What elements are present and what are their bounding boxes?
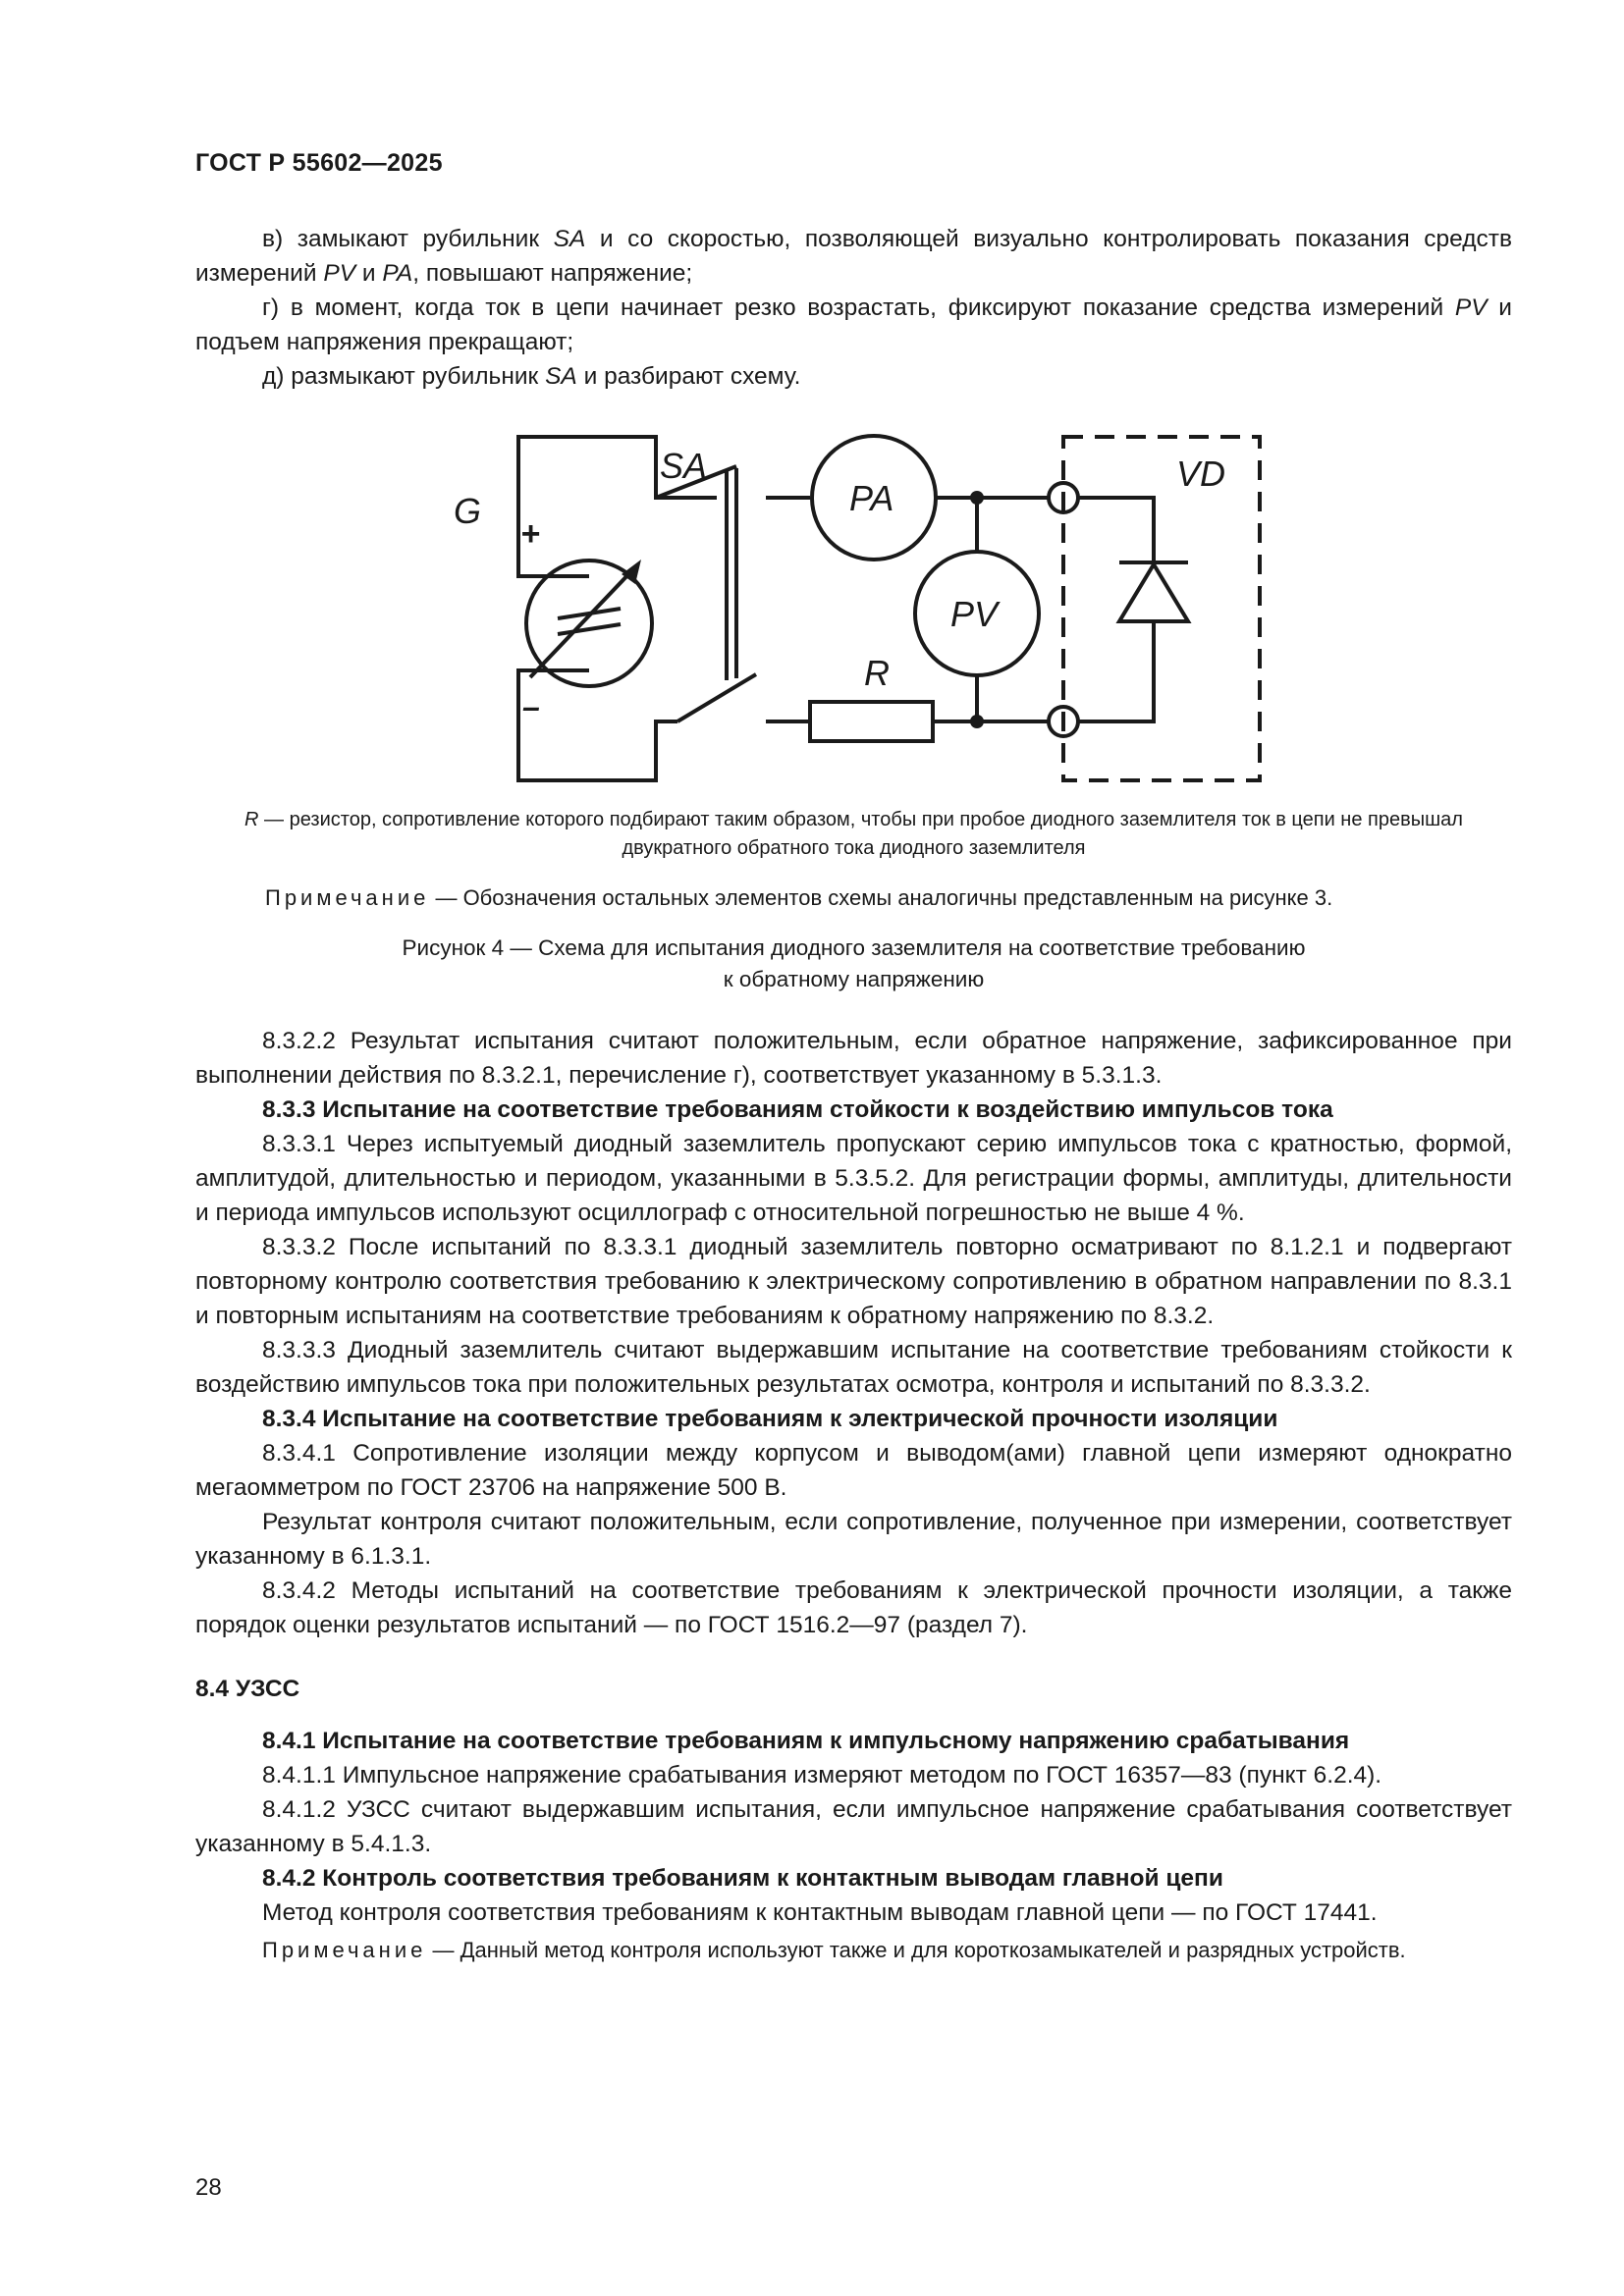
ammeter-ref: PA bbox=[382, 260, 413, 287]
para-8-4-2: Метод контроля соответствия требованиям к контактным выводам главной цепи — по ГОСТ 17441. bbox=[262, 1899, 1378, 1926]
figure-legend: R — резистор, сопротивление которого подбирают таким образом, чтобы при пробое диодного заземлителя ток в цепи не превышал двукратного обратного тока диодного заземлителя bbox=[244, 809, 1463, 859]
step-g: г) в момент, когда ток в цепи начинает резко возрастать, фиксируют показание средства измерений PV и подъем напряжения прекращают; bbox=[195, 294, 1512, 355]
para-8-4-1-2: 8.4.1.2 УЗСС считают выдержавшим испытания, если импульсное напряжение срабатывания соответствует указанному в 5.4.1.3. bbox=[195, 1796, 1512, 1857]
label-minus: – bbox=[522, 689, 540, 724]
note-8-4-2: Примечание — Данный метод контроля используют также и для короткозамыкателей и разрядных устройств. bbox=[262, 1938, 1406, 1962]
voltmeter-ref: PV bbox=[1454, 294, 1488, 321]
switch-ref: SA bbox=[553, 226, 586, 252]
label-diode: VD bbox=[1176, 454, 1226, 494]
heading-8-3-3: 8.3.3 Испытание на соответствие требованиям стойкости к воздействию импульсов тока bbox=[262, 1096, 1333, 1123]
junction-top bbox=[970, 491, 984, 505]
label-resistor: R bbox=[864, 653, 890, 693]
figure-caption: Рисунок 4 — Схема для испытания диодного заземлителя на соответствие требованию к обратному напряжению bbox=[402, 935, 1306, 991]
para-8-3-3-2: 8.3.3.2 После испытаний по 8.3.3.1 диодный заземлитель повторно осматривают по 8.1.2.1 и подвергают повторному контролю соответствия требованию к электрическому сопротивлению в обратном направлении по 8.3.1 и повторным испытаниям на соответствие требованиям к обратному напряжению по 8.3.2. bbox=[195, 1234, 1512, 1329]
para-8-3-4-2: 8.3.4.2 Методы испытаний на соответствие требованиям к электрической прочности изоляции, а также порядок оценки результатов испытаний — по ГОСТ 1516.2—97 (раздел 7). bbox=[195, 1577, 1512, 1638]
para-8-3-3-1: 8.3.3.1 Через испытуемый диодный заземлитель пропускают серию импульсов тока с кратностью, формой, амплитудой, длительностью и периодом, указанными в 5.3.5.2. Для регистрации формы, амплитуды, длительности и периода импульсов используют осциллограф с относительной погрешностью не выше 4 %. bbox=[195, 1131, 1512, 1226]
heading-8-4-1: 8.4.1 Испытание на соответствие требованиям к импульсному напряжению срабатывания bbox=[262, 1728, 1350, 1754]
diode-triangle bbox=[1119, 564, 1188, 621]
para-8-3-4-1: 8.3.4.1 Сопротивление изоляции между корпусом и выводом(ами) главной цепи измеряют однократно мегаомметром по ГОСТ 23706 на напряжение 500 В. bbox=[195, 1440, 1512, 1501]
main-text bbox=[195, 1024, 1512, 1965]
heading-8-4-2: 8.4.2 Контроль соответствия требованиям к контактным выводам главной цепи bbox=[262, 1865, 1223, 1892]
label-voltmeter: PV bbox=[950, 594, 999, 634]
voltmeter-ref: PV bbox=[323, 260, 356, 287]
label-generator: G bbox=[454, 491, 482, 531]
figure-note: Примечание — Обозначения остальных элементов схемы аналогичны представленным на рисунке 3. bbox=[265, 885, 1333, 910]
para-8-3-2-2: 8.3.2.2 Результат испытания считают положительным, если обратное напряжение, зафиксированное при выполнении действия по 8.3.2.1, перечисление г), соответствует указанному в 5.3.1.3. bbox=[195, 1028, 1512, 1089]
page-number: 28 bbox=[195, 2174, 222, 2201]
para-8-3-3-3: 8.3.3.3 Диодный заземлитель считают выдержавшим испытание на соответствие требованиям стойкости к воздействию импульсов тока при положительных результатах осмотра, контроля и испытаний по 8.3.3.2. bbox=[195, 1337, 1512, 1398]
heading-8-3-4: 8.3.4 Испытание на соответствие требованиям к электрической прочности изоляции bbox=[262, 1406, 1278, 1432]
resistor-body bbox=[810, 702, 933, 741]
para-8-4-1-1: 8.4.1.1 Импульсное напряжение срабатывания измеряют методом по ГОСТ 16357—83 (пункт 6.2.4). bbox=[262, 1762, 1382, 1789]
document-code-header: ГОСТ Р 55602—2025 bbox=[195, 149, 443, 177]
step-d: д) размыкают рубильник SA и разбирают схему. bbox=[262, 363, 801, 390]
switch-blade-bottom bbox=[677, 674, 756, 721]
para-8-3-4-1-result: Результат контроля считают положительным, если сопротивление, полученное при измерении, соответствует указанному в 6.1.3.1. bbox=[195, 1509, 1512, 1570]
label-ammeter: PA bbox=[849, 478, 894, 518]
intro-steps bbox=[195, 222, 1512, 394]
switch-ref: SA bbox=[545, 363, 577, 390]
diode-unit-box bbox=[1063, 437, 1260, 780]
step-v: в) замыкают рубильник SA и со скоростью, позволяющей визуально контролировать показания средств измерений PV и PA, повышают напряжение; bbox=[195, 226, 1513, 287]
junction-bottom bbox=[970, 715, 984, 728]
heading-8-4: 8.4 УЗСС bbox=[195, 1676, 300, 1702]
label-plus: + bbox=[520, 515, 540, 553]
circuit-diagram bbox=[432, 417, 1296, 810]
label-switch: SA bbox=[660, 446, 708, 486]
